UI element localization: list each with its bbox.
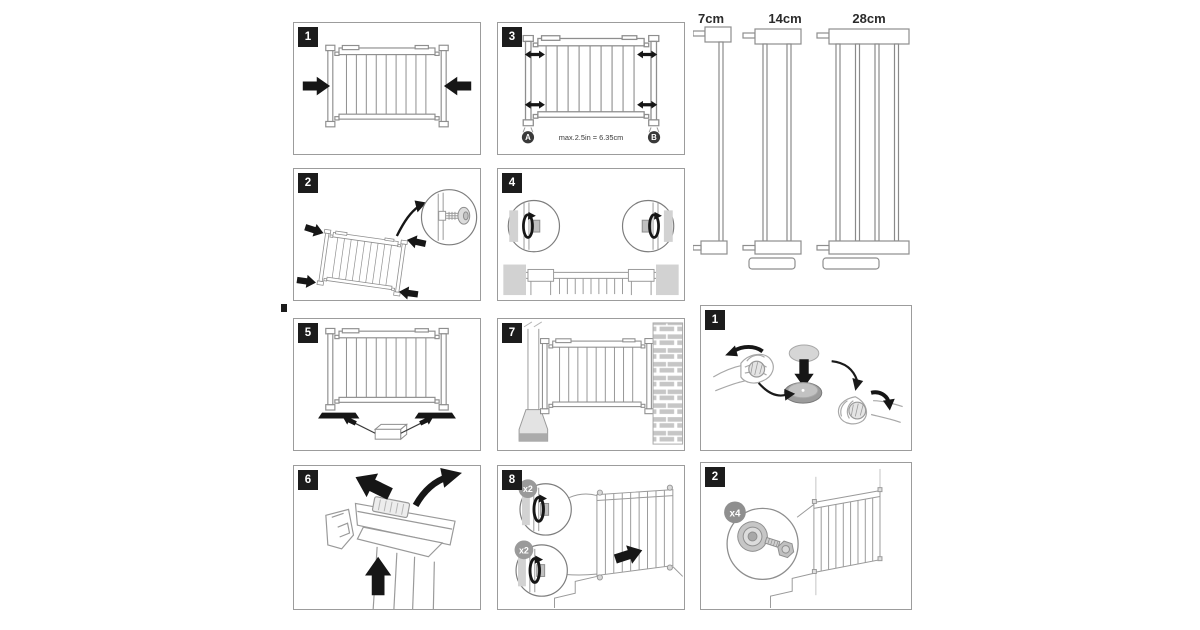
qty-top-label: x2 <box>522 484 533 495</box>
open-handle-illustration <box>294 466 480 609</box>
curved-arrow <box>759 383 787 396</box>
floor-plate-right <box>415 413 456 419</box>
marker-b-label: B <box>651 133 657 143</box>
right-hand-illustration <box>839 392 903 424</box>
extension-parts <box>693 8 915 273</box>
arrow-right-icon <box>303 77 330 96</box>
disc-assembly-illustration <box>701 306 911 450</box>
qty-label: x4 <box>729 508 741 520</box>
arrow-left-icon <box>444 77 471 96</box>
extension-28cm-bars <box>836 44 899 241</box>
panel-open-handle <box>293 465 481 610</box>
marker-a-label: A <box>525 133 531 143</box>
extension-7cm-bars <box>719 42 723 242</box>
extension-7cm <box>693 27 731 254</box>
panel-number-badge: 3 <box>502 27 522 47</box>
extension-label-14cm: 14cm <box>768 11 802 26</box>
arrow-icon <box>296 273 317 289</box>
extensions-illustration <box>693 8 915 273</box>
leader-line <box>797 504 814 517</box>
banister-brick-illustration <box>498 319 684 450</box>
panel-floor-plates <box>293 318 481 451</box>
panel-number-badge: 4 <box>502 173 522 193</box>
wall-cups-illustration <box>701 463 911 609</box>
stairs-knobs-illustration <box>498 466 684 609</box>
knob-detail-circle-right <box>623 201 674 252</box>
panel-number-badge: 5 <box>298 323 318 343</box>
extension-14cm <box>743 29 801 269</box>
curved-arrow <box>397 206 419 236</box>
arrow-up-icon <box>365 557 391 595</box>
panel-number-badge: 7 <box>502 323 522 343</box>
max-gap-note: max.2.5in = 6.35cm <box>558 133 624 143</box>
gate-illustration <box>326 45 448 127</box>
pointer-line <box>354 422 376 433</box>
panel-width-check <box>497 22 685 155</box>
panel-number-badge: 2 <box>298 173 318 193</box>
install-gate-illustration <box>294 23 480 154</box>
left-hand-illustration <box>713 345 773 390</box>
panel-number-badge: 6 <box>298 470 318 490</box>
baseplate <box>823 258 879 269</box>
curved-arrow-head <box>440 468 462 488</box>
curved-arrow <box>832 361 858 381</box>
gate-perspective <box>597 485 673 580</box>
tighten-knobs-illustration <box>498 169 684 300</box>
panel-number-badge: 1 <box>298 27 318 47</box>
extension-label-7cm: 7cm <box>697 11 725 26</box>
wall-section <box>664 210 673 242</box>
plate-part-box <box>375 424 407 439</box>
leader-line <box>569 494 597 498</box>
panel-number-badge: 2 <box>705 467 725 487</box>
gate-top-view <box>503 265 678 296</box>
curved-arrow-head <box>852 378 863 391</box>
floor-plate-left <box>318 413 359 419</box>
gate-illustration <box>541 339 654 414</box>
panel-wall-cups <box>700 462 912 610</box>
spindle-detail-circle <box>421 190 476 245</box>
gate-illustration <box>523 35 659 125</box>
gate-illustration <box>326 328 448 410</box>
knob-detail-circle-left <box>508 201 559 252</box>
stray-mark <box>281 304 287 312</box>
baseplate <box>749 258 795 269</box>
tilt-insert-illustration <box>294 169 480 300</box>
qty-bottom-label: x2 <box>519 545 529 556</box>
panel-banister-brick <box>497 318 685 451</box>
arrow-icon <box>303 221 325 239</box>
extension-label-28cm: 28cm <box>852 11 886 26</box>
tilted-gate-illustration <box>317 229 408 296</box>
wall-cup-detail-circle <box>724 501 799 579</box>
panel-install-gate <box>293 22 481 155</box>
arrow-icon <box>406 233 427 250</box>
panel-tilt-insert <box>293 168 481 301</box>
panel-stairs-knobs <box>497 465 685 610</box>
stairs <box>770 573 812 608</box>
wall-section <box>509 210 518 242</box>
arrow-icon <box>398 285 419 300</box>
latch-mechanism <box>326 496 455 609</box>
panel-number-badge: 8 <box>502 470 522 490</box>
panel-number-badge: 1 <box>705 310 725 330</box>
wall-left <box>503 265 526 296</box>
gate-perspective <box>812 469 882 595</box>
extension-14cm-bars <box>763 44 791 241</box>
brick-wall <box>653 323 683 444</box>
extension-28cm <box>817 29 909 269</box>
knob-detail-circle-top <box>519 479 572 535</box>
panel-tighten-knobs <box>497 168 685 301</box>
knob-detail-circle-bottom <box>515 540 568 596</box>
wall-right <box>656 265 679 296</box>
panel-disc-assembly <box>700 305 912 451</box>
floor-plates-illustration <box>294 319 480 450</box>
width-check-illustration <box>498 23 684 154</box>
